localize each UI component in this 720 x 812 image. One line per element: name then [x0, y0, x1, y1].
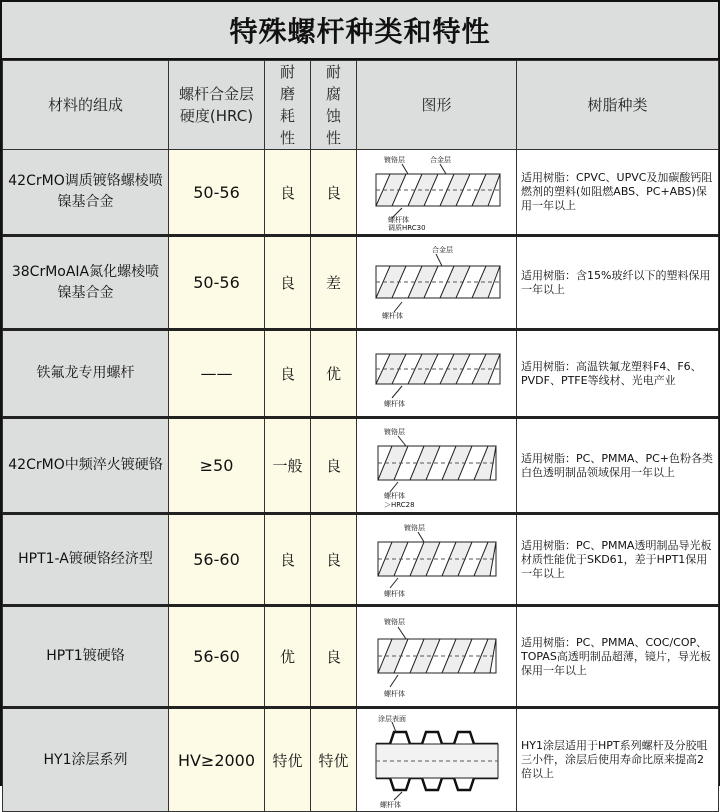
material-cell: HY1涂层系列 [3, 708, 169, 812]
resin-cell: 适用树脂：PC、PMMA透明制品导光板材质性能优于SKD61，差于HPT1保用一年以上 [517, 514, 719, 606]
corrosion-cell: 优 [311, 330, 357, 418]
material-cell: 42CrMO中频淬火镀硬铬 [3, 418, 169, 514]
resin-cell: 适用树脂：CPVC、UPVC及加碳酸钙阻燃剂的塑料(如阻燃ABS、PC+ABS)保用一年以上 [517, 150, 719, 236]
table-row [3, 708, 719, 812]
resin-cell: 适用树脂：PC、PMMA、COC/COP、TOPAS高透明制品超薄，镜片，导光板保用一年以上 [517, 606, 719, 708]
wear-cell: 一般 [265, 418, 311, 514]
material-cell: 38CrMoAIA氮化螺棱喷镍基合金 [3, 236, 169, 330]
table-row [3, 236, 719, 330]
header-resin: 树脂种类 [517, 61, 719, 150]
figure-label: 合金层 [431, 245, 453, 254]
figure-label: 螺杆体 [383, 589, 405, 598]
figure-label: 镀铬层 [383, 427, 405, 436]
material-cell: HPT1-A镀硬铬经济型 [3, 514, 169, 606]
figure-label: 螺杆体 [379, 801, 401, 808]
quenched-chrome-screw-diagram [362, 422, 512, 510]
figure-label: 镀铬层 [403, 523, 425, 532]
figure-label: 螺杆体 [383, 399, 405, 408]
figure-label: 螺杆体 [381, 311, 403, 320]
figure-label: 螺杆体 [383, 491, 405, 500]
nitrided-alloy-screw-diagram [362, 240, 512, 326]
material-cell: 42CrMO调质镀铬螺棱喷镍基合金 [3, 150, 169, 236]
wear-cell: 良 [265, 514, 311, 606]
figure-cell [357, 236, 517, 330]
hardness-cell: 50-56 [169, 150, 265, 236]
material-cell: 铁氟龙专用螺杆 [3, 330, 169, 418]
figure-cell [357, 514, 517, 606]
chrome-alloy-screw-diagram [362, 152, 512, 232]
figure-label: 调质HRC30 [387, 224, 426, 232]
table-row [3, 514, 719, 606]
hardness-cell: 50-56 [169, 236, 265, 330]
table-row [3, 150, 719, 236]
hardness-cell: 56-60 [169, 606, 265, 708]
wear-cell: 特优 [265, 708, 311, 812]
header-hardness: 螺杆合金层硬度(HRC) [169, 61, 265, 150]
figure-cell [357, 330, 517, 418]
figure-label: 涂层表面 [377, 715, 406, 723]
resin-cell: 适用树脂：PC、PMMA、PC+色粉各类白色透明制品领域保用一年以上 [517, 418, 719, 514]
wear-cell: 良 [265, 150, 311, 236]
figure-cell [357, 708, 517, 812]
hardness-cell: 56-60 [169, 514, 265, 606]
figure-cell [357, 150, 517, 236]
corrosion-cell: 良 [311, 606, 357, 708]
hardness-cell: HV≥2000 [169, 708, 265, 812]
resin-cell: 适用树脂：含15%玻纤以下的塑料保用一年以上 [517, 236, 719, 330]
figure-cell [357, 606, 517, 708]
header-wear: 耐磨耗性 [265, 61, 311, 150]
header-corrosion: 耐腐蚀性 [311, 61, 357, 150]
header-material: 材料的组成 [3, 61, 169, 150]
figure-label: 合金层 [429, 156, 451, 164]
table-row [3, 606, 719, 708]
header-figure: 图形 [357, 61, 517, 150]
wear-cell: 良 [265, 330, 311, 418]
wear-cell: 良 [265, 236, 311, 330]
table-row [3, 330, 719, 418]
hpt1-screw-diagram [362, 611, 512, 703]
resin-cell: 适用树脂：高温铁氟龙塑料F4、F6、PVDF、PTFE等线材、光电产业 [517, 330, 719, 418]
corrosion-cell: 良 [311, 418, 357, 514]
figure-cell [357, 418, 517, 514]
corrosion-cell: 差 [311, 236, 357, 330]
material-cell: HPT1镀硬铬 [3, 606, 169, 708]
wear-cell: 优 [265, 606, 311, 708]
header-row [3, 61, 719, 150]
teflon-screw-diagram [362, 334, 512, 414]
table-row [3, 418, 719, 514]
figure-label: ＞HRC28 [383, 500, 415, 509]
corrosion-cell: 良 [311, 150, 357, 236]
corrosion-cell: 特优 [311, 708, 357, 812]
page-title: 特殊螺杆种类和特性 [2, 2, 718, 60]
hardness-cell: ≥50 [169, 418, 265, 514]
spec-table [2, 60, 719, 812]
figure-label: 镀铬层 [383, 617, 405, 626]
coated-screw-diagram [362, 712, 512, 808]
resin-cell: HY1涂层适用于HPT系列螺杆及分胶咀三小件，涂层后使用寿命比原来提高2倍以上 [517, 708, 719, 812]
figure-label: 镀铬层 [383, 156, 405, 164]
hardness-cell: —— [169, 330, 265, 418]
figure-label: 螺杆体 [383, 689, 405, 698]
hpt1a-screw-diagram [362, 518, 512, 602]
figure-label: 螺杆体 [387, 216, 409, 224]
corrosion-cell: 良 [311, 514, 357, 606]
